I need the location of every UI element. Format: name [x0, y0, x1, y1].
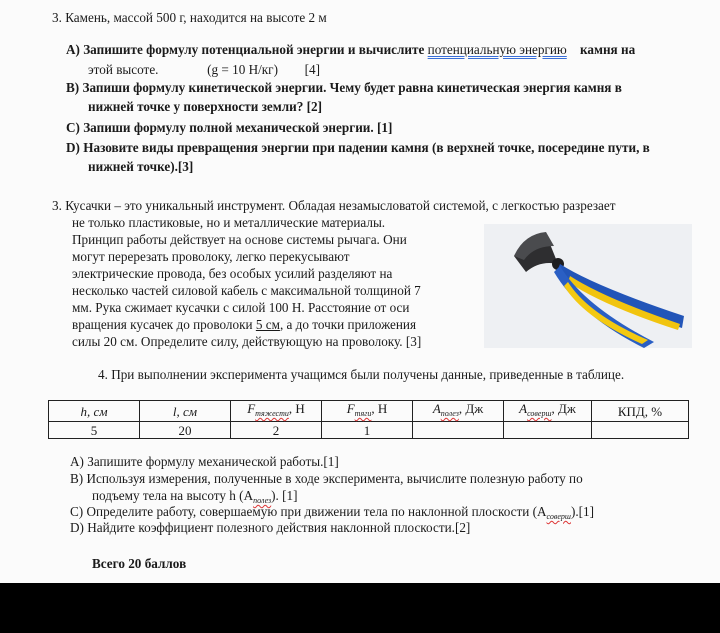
table-header-cell: $A_{полез}$, Дж [413, 401, 504, 422]
table-header-cell: $F_{тяжести}$, Н [231, 401, 322, 422]
q3b-line3: Принцип работы действует на основе системы рычага. Они [72, 232, 407, 247]
q3-d-text1: Назовите виды превращения энергии при падении камня (в верхней точке, посередине пути, в [83, 140, 650, 155]
q3-d-label: D) [66, 140, 80, 155]
q3b-line1: 3. Кусачки – это уникальный инструмент. Обладая незамысловатой системой, с легкостью разрезает [52, 198, 616, 213]
q3-a-text1: Запишите формулу потенциальной энергии и вычислите [83, 42, 428, 57]
total-points: Всего 20 баллов [92, 556, 187, 571]
q4-title: 4. При выполнении эксперимента учащимся были получены данные, приведенные в таблице. [98, 367, 625, 382]
q3b-line6: несколько частей силовой кабель с максимальной толщиной 7 [72, 283, 421, 298]
q3b-line5: электрические провода, без особых усилий разделяют на [72, 266, 393, 281]
table-header-cell: h, см [49, 401, 140, 422]
q3-a-height: этой высоте. [88, 62, 159, 77]
q3-d-line1 [66, 140, 650, 156]
table-row [49, 422, 689, 439]
table-header-cell: КПД, % [592, 401, 689, 422]
table-header-cell: l, см [140, 401, 231, 422]
q3-a-points: [4] [304, 62, 320, 77]
data-table [48, 400, 689, 439]
q3b-line8-b: , а до точки приложения [279, 317, 417, 332]
q3-a-text2: камня на [579, 42, 636, 57]
table-header-cell: $A_{соверш}$, Дж [504, 401, 592, 422]
q3-title: 3. Камень, массой 500 г, находится на высоте 2 м [52, 10, 327, 25]
q3-a-label: A) [66, 42, 80, 57]
q3-b-line2: нижней точке у поверхности земли? [2] [88, 99, 322, 114]
table-cell: 1 [322, 422, 413, 439]
q3b-line8-a: вращения кусачек до проволоки [72, 317, 256, 332]
q4-d-line: D) Найдите коэффициент полезного действия наклонной плоскости.[2] [70, 520, 471, 535]
q3-a-link: потенциальную энергию [427, 42, 567, 57]
q3-a-line2 [88, 62, 320, 78]
q3-b-line1 [66, 80, 622, 96]
q3-a-line1 [66, 42, 635, 58]
bottom-black-bar [0, 583, 720, 633]
q4-b-line1: B) Используя измерения, полученные в ходе эксперимента, вычислите полезную работу по [70, 471, 583, 486]
table-cell [592, 422, 689, 439]
q3b-line8 [72, 317, 416, 333]
q3b-line4: могут перерезать проволоку, легко перекусывают [72, 249, 350, 264]
table-cell: 5 [49, 422, 140, 439]
q3b-line8-underlined: 5 см [255, 317, 280, 332]
q3-c-line [66, 120, 392, 136]
q3-b-label: B) [66, 80, 80, 95]
q3b-line7: мм. Рука сжимает кусачки с силой 100 Н. Расстояние от оси [72, 300, 410, 315]
q3b-line9: силы 20 см. Определите силу, действующую на проволоку. [3] [72, 334, 422, 349]
q3-b-text1: Запиши формулу кинетической энергии. Чему будет равна кинетическая энергия камня в [82, 80, 622, 95]
q3-d-line2: нижней точке).[3] [88, 159, 194, 174]
q3b-line2: не только пластиковые, но и металлические материалы. [72, 215, 386, 230]
q4-b-line2: подъему тела на высоту h $(A_{полез})$. [1] [92, 488, 298, 505]
table-cell: 20 [140, 422, 231, 439]
table-cell: 2 [231, 422, 322, 439]
table-header-cell: $F_{тяги}$, Н [322, 401, 413, 422]
q4-a-line: A) Запишите формулу механической работы.[1] [70, 454, 339, 469]
pliers-photo [484, 224, 692, 348]
q3-c-label: C) [66, 120, 80, 135]
q3-c-text: Запиши формулу полной механической энергии. [1] [83, 120, 393, 135]
q3-a-formula: (g = 10 Н/кг) [207, 62, 278, 77]
table-cell [413, 422, 504, 439]
q4-c-line: C) Определите работу, совершаемую при движении тела по наклонной плоскости $(A_{соверш}).[1]$ [70, 504, 595, 521]
pliers-icon [484, 224, 692, 348]
table-cell [504, 422, 592, 439]
table-header-row [49, 401, 689, 422]
